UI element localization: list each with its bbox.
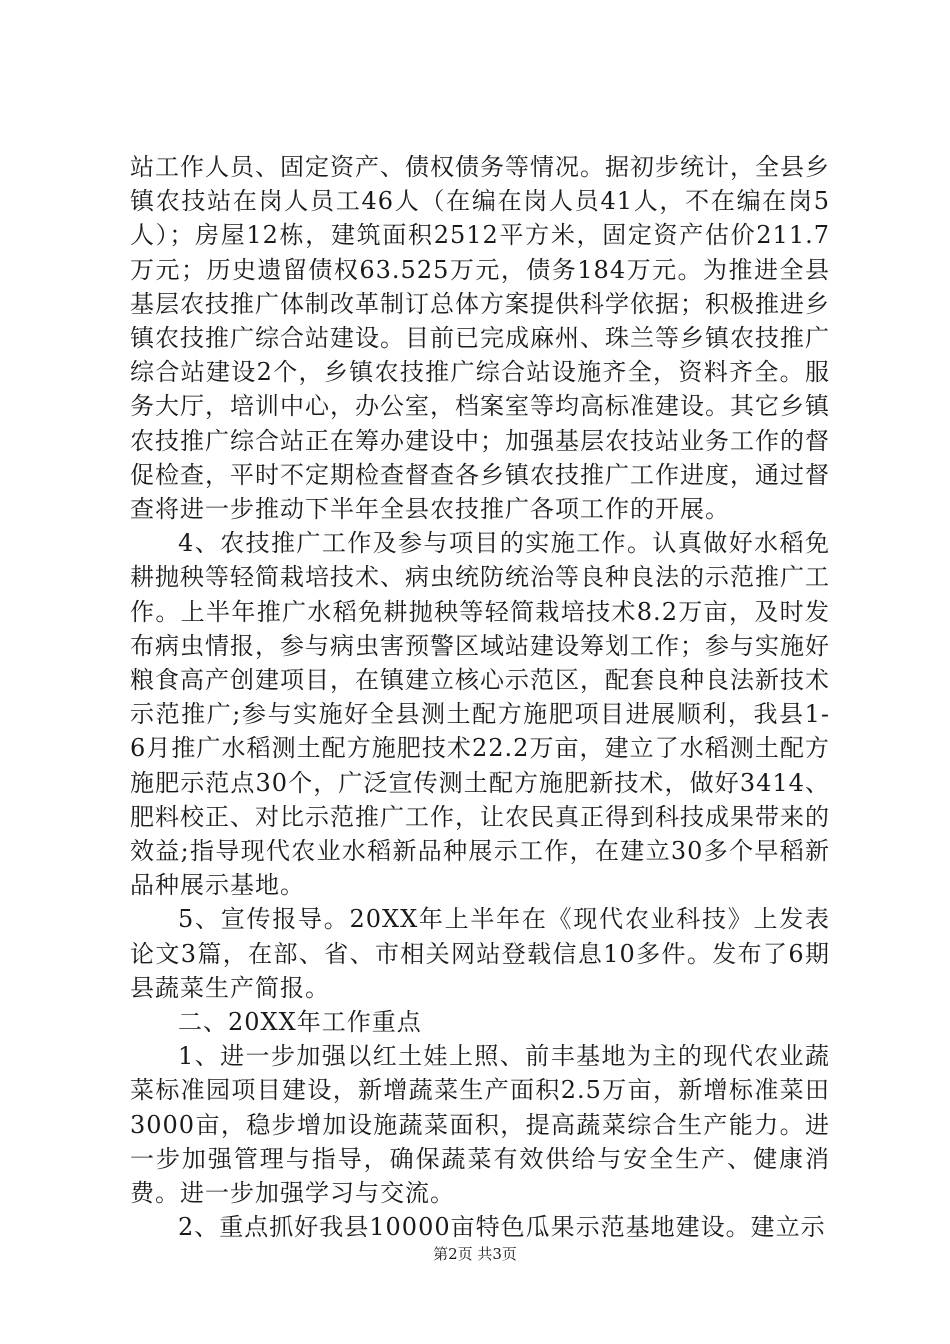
page-number-footer: 第2页 共3页 [433, 1245, 517, 1263]
paragraph-focus-item-2: 2、重点抓好我县10000亩特色瓜果示范基地建设。建立示 [178, 1213, 826, 1242]
paragraph-item-4-extension-work: 4、农技推广工作及参与项目的实施工作。认真做好水稻免耕抛秧等轻简栽培技术、病虫统防统治等良种良法的示范推广工作。上半年推广水稻免耕抛秧等轻简栽培技术8.2万亩，及时发布病虫情报，参与病虫害预警区域站建设筹划工作；参与实施好粮食高产创建项目，在镇建立核心示范区，配套良种良法新技术示范推广;参与实施好全县测土配方施肥项目进展顺利，我县1-6月推广水稻测土配方施肥技术22.2万亩，建立了水稻测土配方施肥示范点30个，广泛宣传测土配方施肥新技术，做好3414、肥料校正、对比示范推广工作，让农民真正得到科技成果带来的效益;指导现代农业水稻新品种展示工作，在建立30多个早稻新品种展示基地。 [130, 529, 830, 900]
paragraph-focus-item-1: 1、进一步加强以红土娃上照、前丰基地为主的现代农业蔬菜标准园项目建设，新增蔬菜生产面积2.5万亩，新增标准菜田3000亩，稳步增加设施蔬菜面积，提高蔬菜综合生产能力。进一步加强管理与指导，确保蔬菜有效供给与安全生产、健康消费。进一步加强学习与交流。 [130, 1042, 830, 1208]
document-body [130, 150, 830, 1245]
paragraph-staff-assets: 站工作人员、固定资产、债权债务等情况。据初步统计，全县乡镇农技站在岗人员工46人（在编在岗人员41人，不在编在岗5人）；房屋12栋，建筑面积2512平方米，固定资产估价211.7万元；历史遗留债权63.525万元，债务184万元。为推进全县基层农技推广体制改革制订总体方案提供科学依据；积极推进乡镇农技推广综合站建设。目前已完成麻州、珠兰等乡镇农技推广综合站建设2个，乡镇农技推广综合站设施齐全，资料齐全。服务大厅，培训中心，办公室，档案室等均高标准建设。其它乡镇农技推广综合站正在筹办建设中；加强基层农技站业务工作的督促检查，平时不定期检查督查各乡镇农技推广工作进度，通过督查将进一步推动下半年全县农技推广各项工作的开展。 [130, 153, 830, 524]
paragraph-item-5-publicity: 5、宣传报导。20XX年上半年在《现代农业科技》上发表论文3篇，在部、省、市相关网站登载信息10多件。发布了6期县蔬菜生产简报。 [130, 905, 830, 1002]
section-heading-work-focus: 二、20XX年工作重点 [178, 1008, 422, 1037]
